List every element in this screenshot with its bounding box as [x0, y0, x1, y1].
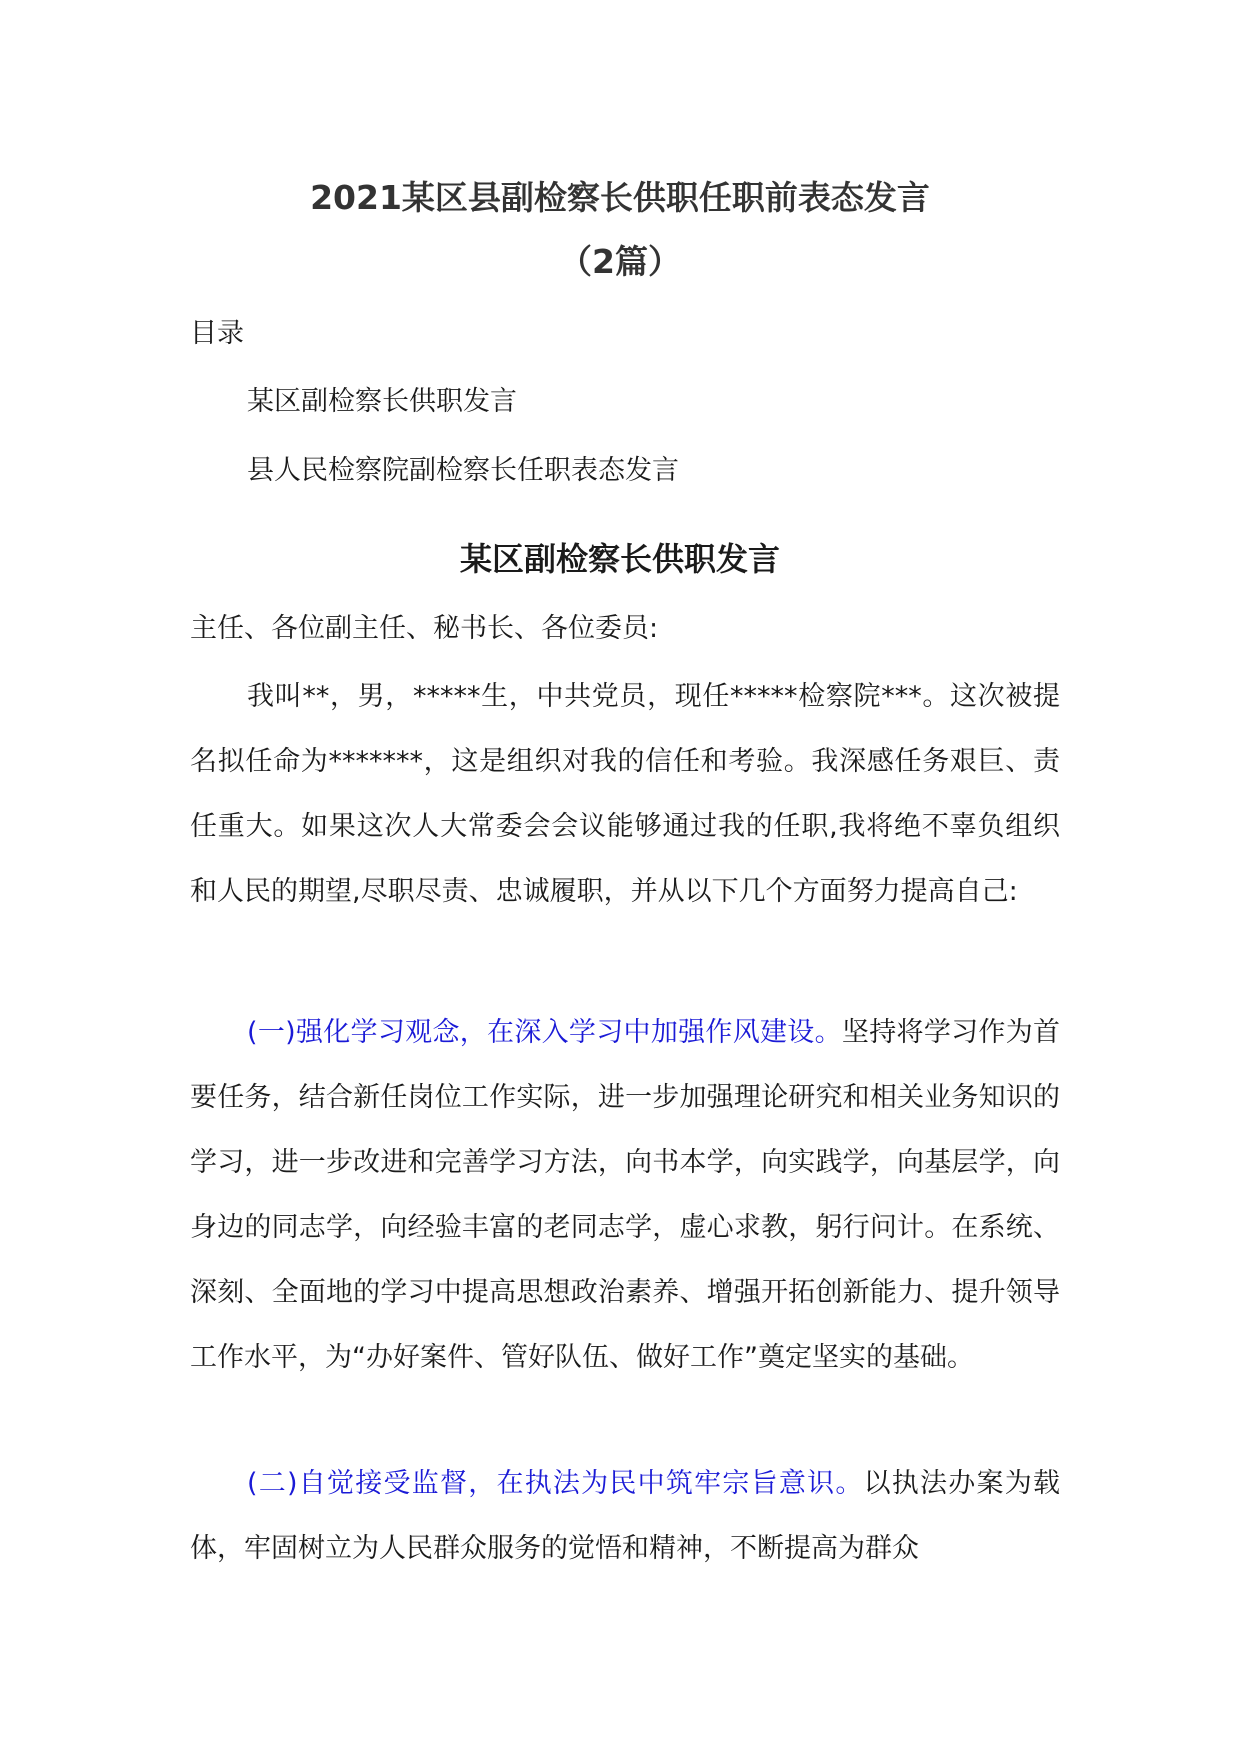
toc-item-1[interactable]: 某区副检察长供职发言 [247, 386, 517, 417]
toc-heading: 目录 [190, 318, 244, 349]
paragraph-3-text: 以执法办案为载体，牢固树立为人民群众服务的觉悟和精神，不断提高为群众 [190, 1468, 1060, 1564]
section-title: 某区副检察长供职发言 [459, 540, 780, 578]
paragraph-3 [190, 1451, 1060, 1581]
paragraph-1-text: 我叫**，男，*****生，中共党员，现任*****检察院***。这次被提名拟任命为*******，这是组织对我的信任和考验。我深感任务艰巨、责任重大。如果这次人大常委会会议能够通过我的任职,我将绝不辜负组织和人民的期望,尽职尽责、忠诚履职，并从以下几个方面努力提高自己: [190, 681, 1060, 907]
paragraph-3-lead: (二)自觉接受监督，在执法为民中筑牢宗旨意识。 [247, 1468, 864, 1499]
salutation: 主任、各位副主任、秘书长、各位委员: [190, 613, 659, 644]
paragraph-2 [190, 1000, 1060, 1390]
document-title: 2021某区县副检察长供职任职前表态发言 [310, 178, 930, 217]
document-subtitle: （2篇） [559, 242, 681, 281]
paragraph-1 [190, 664, 1060, 924]
paragraph-2-text: 坚持将学习作为首要任务，结合新任岗位工作实际，进一步加强理论研究和相关业务知识的学习，进一步改进和完善学习方法，向书本学，向实践学，向基层学，向身边的同志学，向经验丰富的老同志学，虚心求教，躬行问计。在系统、深刻、全面地的学习中提高思想政治素养、增强开拓创新能力、提升领导工作水平，为“办好案件、管好队伍、做好工作”奠定坚实的基础。 [190, 1017, 1061, 1373]
toc-item-2[interactable]: 县人民检察院副检察长任职表态发言 [247, 455, 679, 486]
paragraph-2-lead: (一)强化学习观念，在深入学习中加强作风建设。 [247, 1017, 842, 1048]
